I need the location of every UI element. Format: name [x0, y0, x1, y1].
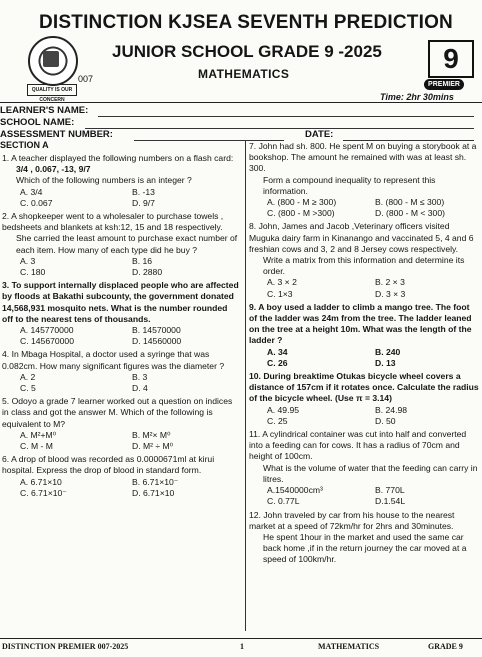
question-5: 5. Odoyo a grade 7 learner worked out a question on indices in class and got the answer M. Which of the following is equivalent to M? A. M²+M⁰ B. M²× M⁰ C. M - M D. M² ÷ M⁰ — [2, 396, 240, 452]
question-12: 12. John traveled by car from his house to the nearest market at a speed of 72km/hr for 2hrs and 30minutes. He spent 1hour in the market and used the same car back home ,if in the return journey the car moved at a speed of 100km/hr. — [249, 509, 467, 565]
page-number: 1 — [240, 642, 244, 651]
question-8: 8. John, James and Jacob ,Veterinary officers visited Muguka dairy farm in Kinanango and vaccinated 5, 4 and 6 freshian cows and 3, 2 and 8 Jersey cows respectively. Write a matrix from this information and determine its order. A. 3 × 2 B. 2 × 3 C. 1×3 D. 3 × 3 — [249, 221, 479, 299]
options: A. 145770000 B. 14570000 C. 145670000 D. 14560000 — [20, 325, 182, 347]
subject-title: MATHEMATICS — [198, 67, 290, 81]
question-2: 2. A shopkeeper went to a wholesaler to purchase towels , bedsheets and blankets at ksh:12, 15 and 18 respectively. She carried the least amount to purchase exact number of each item. How many of each type did he buy ? A. 3 B. 16 C. 180 D. 2880 — [2, 211, 240, 278]
options: A. 6.71×10 B. 6.71×10⁻ C. 6.71×10⁻ D. 6.71×10 — [20, 476, 179, 498]
options: A. (800 - M ≥ 300) B. (800 - M ≤ 300) C. (800 - M >300) D. (800 - M < 300) — [267, 197, 445, 219]
grade-box: 9 — [428, 40, 474, 78]
right-column — [249, 141, 479, 568]
school-name-line[interactable] — [85, 128, 474, 129]
footer-grade: GRADE 9 — [428, 642, 463, 651]
question-6: 6. A drop of blood was recorded as 0.0000671ml at kirui hospital. Express the drop of blood in standard form. A. 6.71×10 B. 6.71×10⁻ C. 6.71×10⁻ D. 6.71×10 — [2, 454, 240, 499]
question-4: 4. In Mbaga Hospital, a doctor used a syringe that was 0.082cm. How many significant figures was the diameter ? A. 2 B. 3 C. 5 D. 4 — [2, 349, 240, 394]
learner-name-label: LEARNER'S NAME: — [0, 105, 89, 116]
question-10: 10. During breaktime Otukas bicycle wheel covers a distance of 157cm if it rotates once. Calculate the radius of the bicycle wheel. (Use π = 3.14) A. 49.95 B. 24.98 C. 25 D. 50 — [249, 371, 479, 426]
exam-code: 007 — [78, 74, 94, 84]
premier-badge: PREMIER — [424, 79, 464, 90]
question-9: 9. A boy used a ladder to climb a mango tree. The foot of the ladder was 24m from the tree. The ladder leaned on the tree at a height 10m. What was the length of the ladder ? A. 34 B. 240 C. 26 D. 13 — [249, 302, 479, 369]
assessment-number-label: ASSESSMENT NUMBER: — [0, 129, 113, 140]
question-7: 7. John had sh. 800. He spent M on buying a storybook at a bookshop. The amount he remained with was at least sh. 300. Form a compound inequality to represent this information. A. (800 - M ≥ 300) B. (800 - M ≤ 300) C. (800 - M >300) D. (800 - M < 300) — [249, 141, 479, 219]
options: A.1540000cm³ B. 770L C. 0.77L D.1.54L — [267, 485, 406, 507]
footer-rule — [0, 638, 482, 639]
options: A. 34 B. 240 C. 26 D. 13 — [267, 346, 401, 368]
options: A. 3 × 2 B. 2 × 3 C. 1×3 D. 3 × 3 — [267, 277, 406, 299]
options: A. 49.95 B. 24.98 C. 25 D. 50 — [267, 404, 408, 426]
question-11: 11. A cylindrical container was cut into half and converted into a feeding can for cows. It has a radius of 70cm and height of 100cm. What is the volume of water that the feeding can carry in litres. A.1540000cm³ B. 770L C. 0.77L D.1.54L — [249, 429, 478, 507]
question-1: 1. A teacher displayed the following numbers on a flash card: 3/4 , 0.067, -13, 9/7 Which of the following numbers is an integer ? A. 3/4 B. -13 C. 0.067 D. 9/7 — [2, 153, 240, 209]
options: A. M²+M⁰ B. M²× M⁰ C. M - M D. M² ÷ M⁰ — [20, 429, 174, 452]
school-name-label: SCHOOL NAME: — [0, 117, 75, 128]
column-divider — [245, 141, 246, 631]
time-allowed: Time: 2hr 30mins — [380, 92, 454, 102]
exam-subtitle: JUNIOR SCHOOL GRADE 9 -2025 — [112, 42, 382, 61]
section-label: SECTION A — [0, 140, 49, 150]
left-column — [2, 153, 240, 501]
footer-code: DISTINCTION PREMIER 007-2025 — [2, 642, 129, 651]
date-label: DATE: — [305, 129, 334, 140]
footer-subject: MATHEMATICS — [318, 642, 380, 651]
learner-name-line[interactable] — [98, 116, 474, 117]
header-rule — [0, 102, 482, 103]
options: A. 2 B. 3 C. 5 D. 4 — [20, 371, 148, 394]
options: A. 3 B. 16 C. 180 D. 2880 — [20, 255, 163, 278]
quality-badge: QUALITY IS OUR CONCERN — [27, 84, 77, 96]
exam-title: DISTINCTION KJSEA SEVENTH PREDICTION — [39, 12, 453, 33]
question-3: 3. To support internally displaced people who are affected by floods at Bakathi subcounty, the government donated 14,568,931 mosquito nets. What is the number rounded off to the nearest tens of thousands. A. 145770000 B. 14570000 C. 145670000 D. 14560000 — [2, 280, 239, 347]
options: A. 3/4 B. -13 C. 0.067 D. 9/7 — [20, 186, 155, 208]
logo-emblem-icon — [43, 51, 59, 67]
